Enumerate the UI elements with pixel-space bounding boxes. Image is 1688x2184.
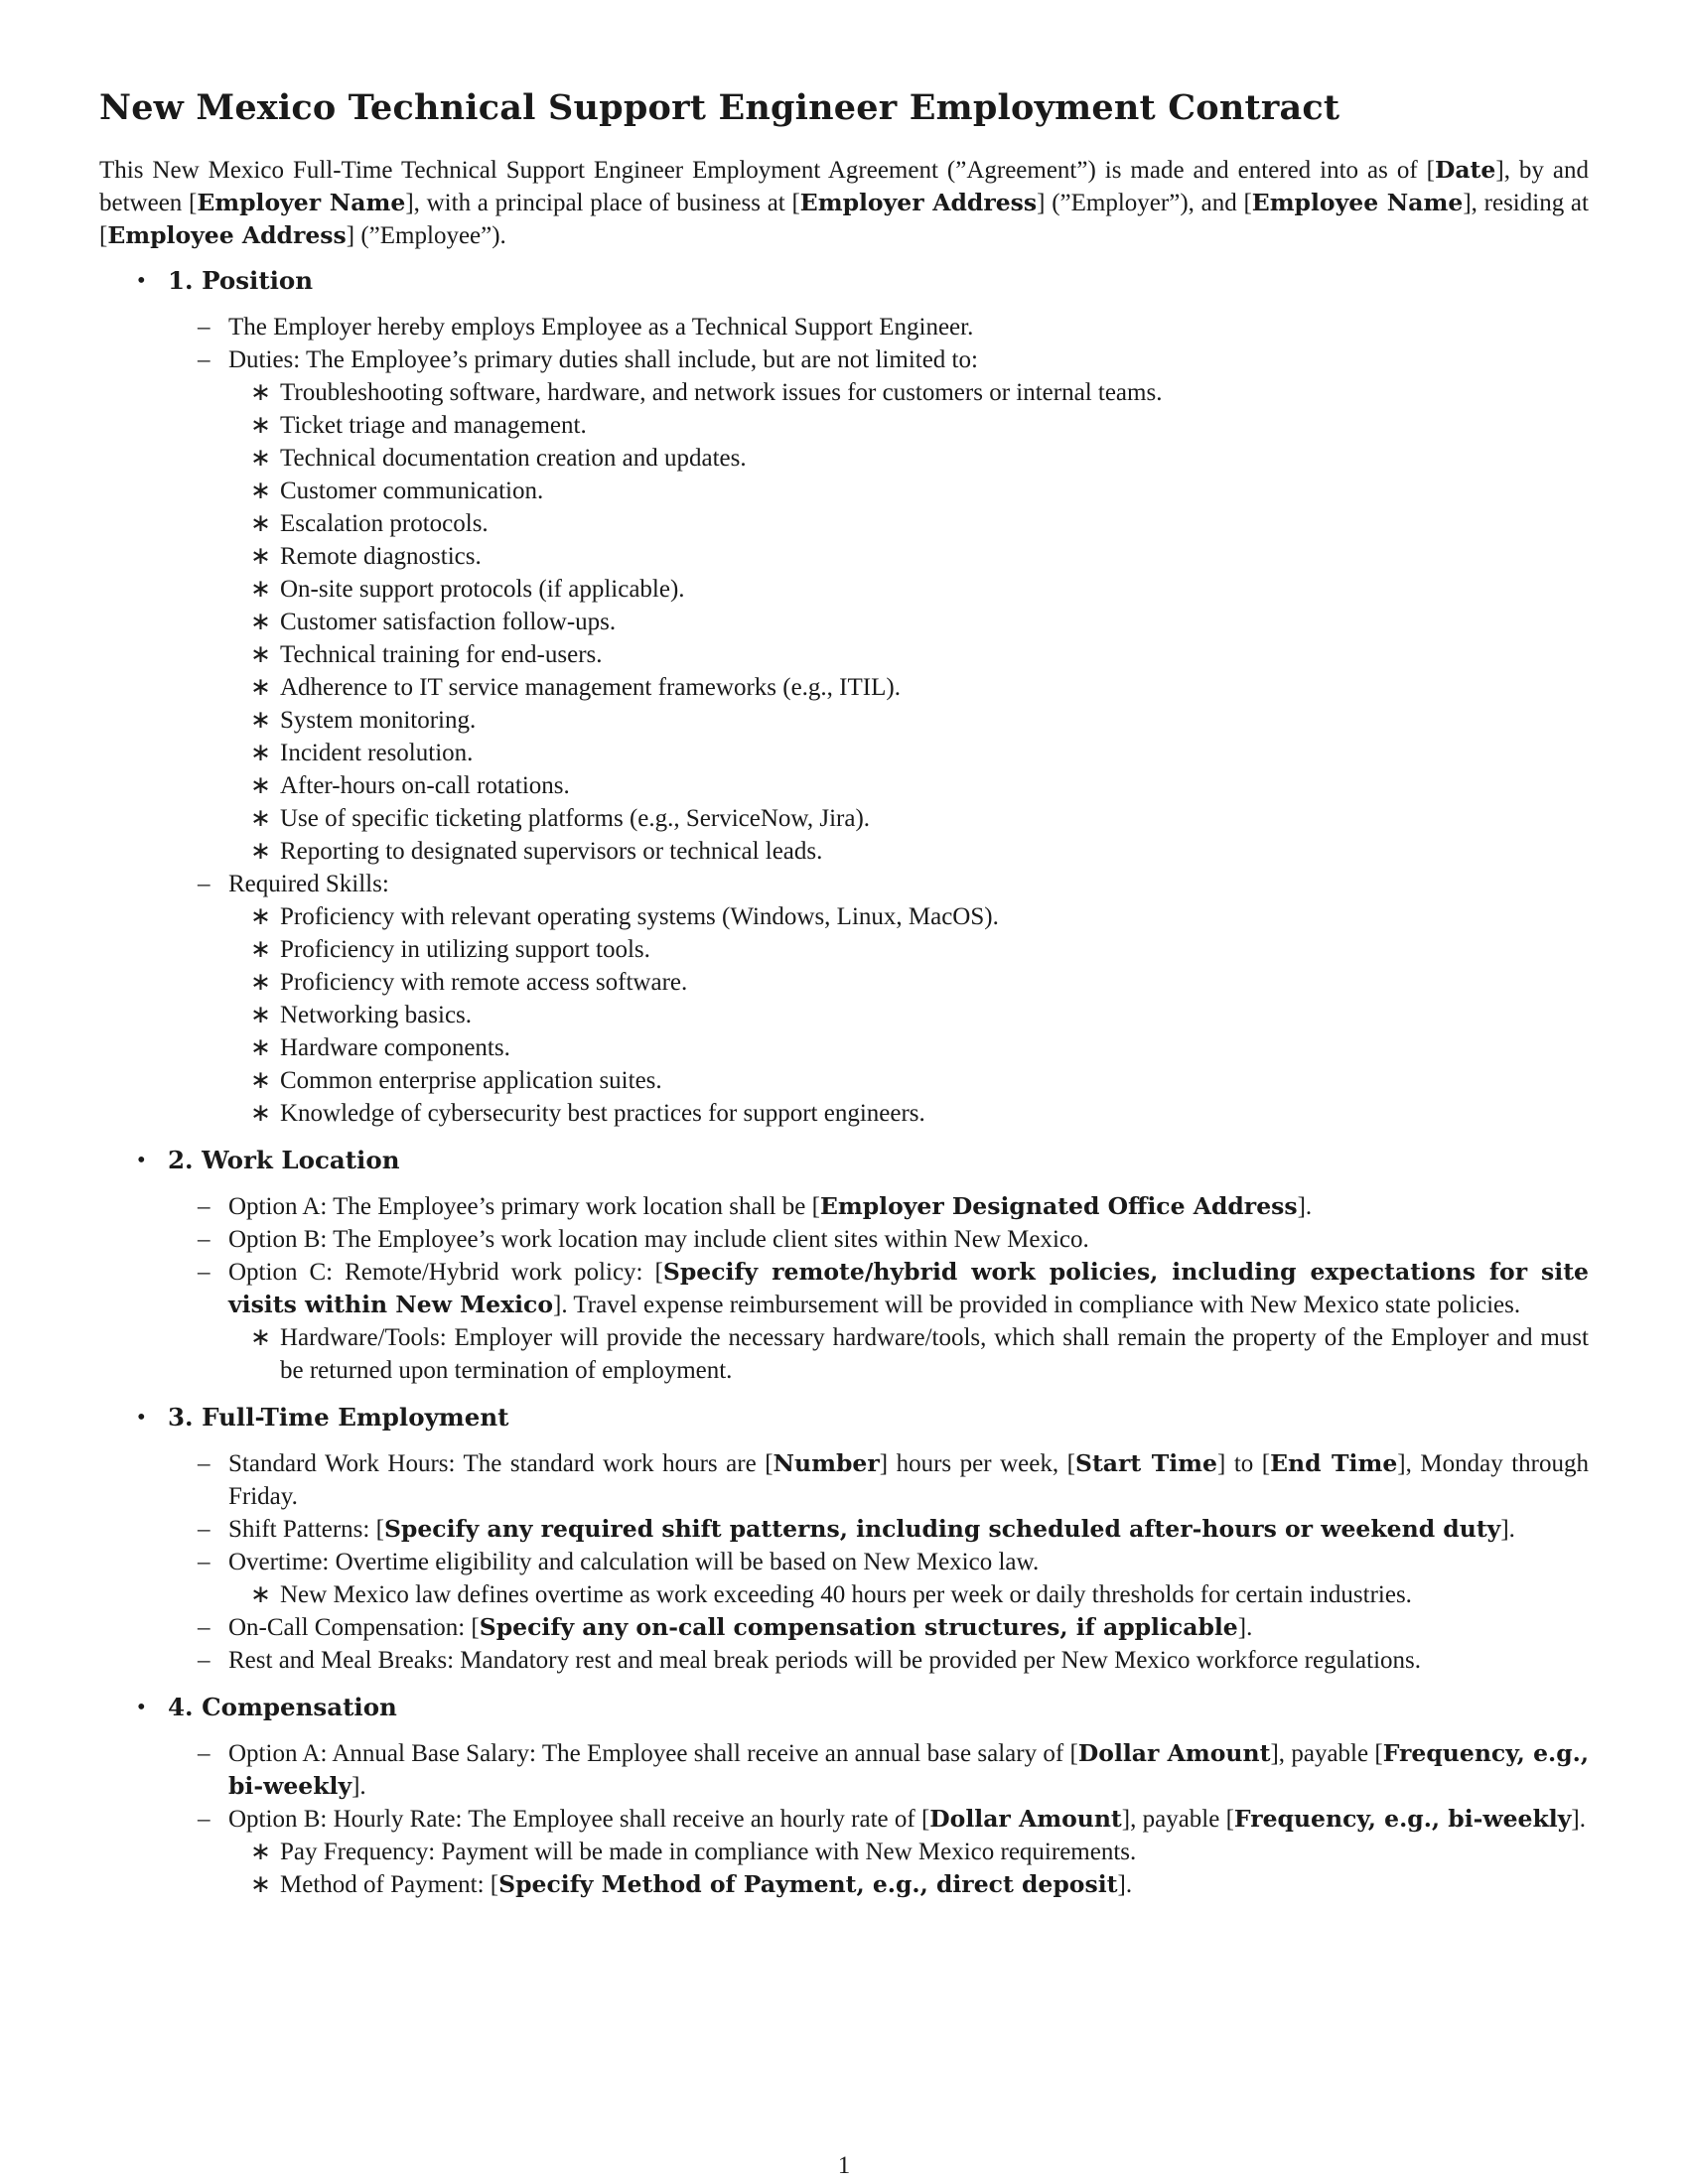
text-run: ]. bbox=[1500, 1516, 1515, 1543]
text-run: On-site support protocols (if applicable). bbox=[280, 576, 685, 603]
list-item bbox=[99, 343, 1589, 376]
sub-list-item bbox=[99, 933, 1589, 966]
placeholder-field: Employee Address bbox=[107, 221, 347, 249]
sub-list-item-text bbox=[280, 1839, 1136, 1865]
text-run: Troubleshooting software, hardware, and network issues for customers or internal teams. bbox=[280, 379, 1163, 406]
intro-paragraph bbox=[99, 154, 1589, 252]
section-list bbox=[99, 264, 1589, 1901]
list-item-text bbox=[228, 1450, 1589, 1510]
sub-list-item-text bbox=[280, 576, 685, 603]
subitem-list bbox=[99, 1321, 1589, 1387]
dash-icon: – bbox=[198, 1259, 211, 1286]
list-item-text bbox=[228, 871, 389, 897]
section-heading bbox=[99, 1691, 1589, 1723]
list-item bbox=[99, 1803, 1589, 1836]
asterisk-icon: ∗ bbox=[250, 969, 271, 996]
text-run: Method of Payment: [ bbox=[280, 1871, 499, 1898]
text-run: Customer satisfaction follow-ups. bbox=[280, 609, 617, 635]
asterisk-icon: ∗ bbox=[250, 936, 271, 963]
asterisk-icon: ∗ bbox=[250, 1034, 271, 1061]
text-run: Option B: The Employee’s work location may include client sites within New Mexico. bbox=[228, 1226, 1089, 1253]
list-item-text bbox=[228, 1614, 1252, 1641]
bullet-icon: • bbox=[137, 267, 146, 294]
list-item-text bbox=[228, 1806, 1586, 1833]
dash-icon: – bbox=[198, 346, 211, 373]
asterisk-icon: ∗ bbox=[250, 510, 271, 537]
subitem-list bbox=[99, 900, 1589, 1130]
asterisk-icon: ∗ bbox=[250, 576, 271, 603]
sub-list-item bbox=[99, 442, 1589, 475]
sub-list-item bbox=[99, 999, 1589, 1031]
sub-list-item-text bbox=[280, 707, 476, 734]
text-run: Knowledge of cybersecurity best practices for support engineers. bbox=[280, 1100, 925, 1127]
text-run: ], by and between [ bbox=[99, 157, 1589, 216]
text-run: Pay Frequency: Payment will be made in compliance with New Mexico requirements. bbox=[280, 1839, 1137, 1865]
dash-icon: – bbox=[198, 1647, 211, 1674]
section-heading-text: 4. Compensation bbox=[168, 1693, 397, 1721]
text-run: ]. Travel expense reimbursement will be provided in compliance with New Mexico state policies. bbox=[553, 1292, 1521, 1318]
text-run: ]. bbox=[1237, 1614, 1253, 1641]
placeholder-field: Specify Method of Payment, e.g., direct deposit bbox=[498, 1870, 1118, 1898]
placeholder-field: Start Time bbox=[1074, 1449, 1217, 1477]
text-run: After-hours on-call rotations. bbox=[280, 772, 570, 799]
document-title: New Mexico Technical Support Engineer Employment Contract bbox=[99, 87, 1340, 128]
sub-list-item bbox=[99, 835, 1589, 868]
section-heading-text: 2. Work Location bbox=[168, 1146, 400, 1174]
list-item-text bbox=[228, 1647, 1421, 1674]
section-heading bbox=[99, 264, 1589, 297]
sub-list-item bbox=[99, 1064, 1589, 1097]
text-run: Proficiency with remote access software. bbox=[280, 969, 688, 996]
text-run: ], payable [ bbox=[1121, 1806, 1234, 1833]
text-run: ], with a principal place of business at [ bbox=[405, 190, 800, 216]
text-run: On-Call Compensation: [ bbox=[228, 1614, 480, 1641]
sub-list-item-text bbox=[280, 838, 822, 865]
text-run: ] (”Employer”), and [ bbox=[1037, 190, 1252, 216]
list-item bbox=[99, 868, 1589, 900]
text-run: New Mexico law defines overtime as work exceeding 40 hours per week or daily thresholds for certain industries. bbox=[280, 1581, 1412, 1608]
section bbox=[99, 1691, 1589, 1901]
text-run: ]. bbox=[352, 1773, 366, 1800]
sub-list-item bbox=[99, 606, 1589, 638]
list-item-text bbox=[228, 1259, 1589, 1318]
asterisk-icon: ∗ bbox=[250, 772, 271, 799]
sub-list-item-text bbox=[280, 641, 603, 668]
list-item bbox=[99, 1644, 1589, 1677]
asterisk-icon: ∗ bbox=[250, 609, 271, 635]
list-item bbox=[99, 1223, 1589, 1256]
text-run: ]. bbox=[1297, 1193, 1313, 1220]
item-list bbox=[99, 1190, 1589, 1387]
asterisk-icon: ∗ bbox=[250, 1839, 271, 1865]
text-run: Remote diagnostics. bbox=[280, 543, 482, 570]
text-run: Incident resolution. bbox=[280, 740, 474, 766]
asterisk-icon: ∗ bbox=[250, 641, 271, 668]
text-run: Ticket triage and management. bbox=[280, 412, 587, 439]
sub-list-item bbox=[99, 1097, 1589, 1130]
placeholder-field: Dollar Amount bbox=[929, 1805, 1122, 1833]
asterisk-icon: ∗ bbox=[250, 805, 271, 832]
placeholder-field: Specify remote/hybrid work policies, including expectations for site visits within New Mexico bbox=[228, 1258, 1590, 1318]
sub-list-item-text bbox=[280, 969, 687, 996]
text-run: Option B: Hourly Rate: The Employee shall receive an hourly rate of [ bbox=[228, 1806, 930, 1833]
section bbox=[99, 1144, 1589, 1387]
text-run: Option A: Annual Base Salary: The Employee shall receive an annual base salary of [ bbox=[228, 1740, 1078, 1767]
text-run: Adherence to IT service management frameworks (e.g., ITIL). bbox=[280, 674, 901, 701]
text-run: Hardware/Tools: Employer will provide the necessary hardware/tools, which shall remain the property of the Employer and must be returned upon termination of employment. bbox=[280, 1324, 1589, 1384]
list-item bbox=[99, 311, 1589, 343]
item-list bbox=[99, 1737, 1589, 1901]
asterisk-icon: ∗ bbox=[250, 543, 271, 570]
list-item-text bbox=[228, 1193, 1312, 1220]
text-run: Reporting to designated supervisors or technical leads. bbox=[280, 838, 823, 865]
sub-list-item-text bbox=[280, 1034, 510, 1061]
placeholder-field: Employee Name bbox=[1251, 189, 1464, 216]
section-heading bbox=[99, 1144, 1589, 1176]
list-item bbox=[99, 1447, 1589, 1513]
text-run: ], payable [ bbox=[1270, 1740, 1383, 1767]
list-item-text bbox=[228, 1226, 1089, 1253]
section bbox=[99, 1401, 1589, 1677]
list-item bbox=[99, 1546, 1589, 1578]
dash-icon: – bbox=[198, 314, 211, 341]
list-item-text bbox=[228, 346, 978, 373]
sub-list-item-text bbox=[280, 412, 587, 439]
sub-list-item bbox=[99, 1031, 1589, 1064]
asterisk-icon: ∗ bbox=[250, 379, 271, 406]
asterisk-icon: ∗ bbox=[250, 838, 271, 865]
text-run: The Employer hereby employs Employee as a Technical Support Engineer. bbox=[228, 314, 974, 341]
sub-list-item bbox=[99, 1836, 1589, 1868]
dash-icon: – bbox=[198, 1516, 211, 1543]
sub-list-item bbox=[99, 1321, 1589, 1387]
text-run: Hardware components. bbox=[280, 1034, 510, 1061]
text-run: Use of specific ticketing platforms (e.g., ServiceNow, Jira). bbox=[280, 805, 871, 832]
text-run: Technical documentation creation and updates. bbox=[280, 445, 747, 472]
sub-list-item-text bbox=[280, 543, 482, 570]
sub-list-item-text bbox=[280, 936, 650, 963]
item-list bbox=[99, 1447, 1589, 1677]
section bbox=[99, 264, 1589, 1130]
text-run: ], Monday through Friday. bbox=[228, 1450, 1589, 1510]
sub-list-item-text bbox=[280, 903, 999, 930]
sub-list-item bbox=[99, 1868, 1589, 1901]
placeholder-field: Dollar Amount bbox=[1077, 1739, 1271, 1767]
text-run: ] (”Employee”). bbox=[346, 222, 506, 249]
sub-list-item-text bbox=[280, 1002, 472, 1028]
asterisk-icon: ∗ bbox=[250, 412, 271, 439]
asterisk-icon: ∗ bbox=[250, 445, 271, 472]
text-run: System monitoring. bbox=[280, 707, 477, 734]
sub-list-item-text bbox=[280, 772, 570, 799]
sub-list-item bbox=[99, 638, 1589, 671]
sub-list-item-text bbox=[280, 1324, 1589, 1384]
sub-list-item-text bbox=[280, 1581, 1412, 1608]
list-item bbox=[99, 1190, 1589, 1223]
text-run: Required Skills: bbox=[228, 871, 389, 897]
item-list bbox=[99, 311, 1589, 1130]
subitem-list bbox=[99, 1836, 1589, 1901]
sub-list-item bbox=[99, 540, 1589, 573]
sub-list-item bbox=[99, 900, 1589, 933]
sub-list-item-text bbox=[280, 674, 901, 701]
sub-list-item bbox=[99, 737, 1589, 769]
document-page bbox=[99, 87, 1589, 1915]
sub-list-item bbox=[99, 475, 1589, 507]
asterisk-icon: ∗ bbox=[250, 903, 271, 930]
section-heading bbox=[99, 1401, 1589, 1433]
asterisk-icon: ∗ bbox=[250, 674, 271, 701]
sub-list-item-text bbox=[280, 445, 747, 472]
list-item-text bbox=[228, 1740, 1589, 1800]
text-run: Networking basics. bbox=[280, 1002, 473, 1028]
text-run: Duties: The Employee’s primary duties shall include, but are not limited to: bbox=[228, 346, 978, 373]
sub-list-item-text bbox=[280, 379, 1162, 406]
text-run: Escalation protocols. bbox=[280, 510, 489, 537]
sub-list-item bbox=[99, 966, 1589, 999]
text-run: Overtime: Overtime eligibility and calculation will be based on New Mexico law. bbox=[228, 1549, 1040, 1575]
list-item bbox=[99, 1256, 1589, 1321]
text-run: ] to [ bbox=[1216, 1450, 1271, 1477]
dash-icon: – bbox=[198, 871, 211, 897]
asterisk-icon: ∗ bbox=[250, 1100, 271, 1127]
text-run: Common enterprise application suites. bbox=[280, 1067, 662, 1094]
placeholder-field: Specify any required shift patterns, including scheduled after-hours or weekend duty bbox=[383, 1515, 1501, 1543]
text-run: Shift Patterns: [ bbox=[228, 1516, 384, 1543]
text-run: ], residing at [ bbox=[99, 190, 1589, 249]
placeholder-field: Employer Designated Office Address bbox=[819, 1192, 1298, 1220]
asterisk-icon: ∗ bbox=[250, 1324, 271, 1351]
sub-list-item bbox=[99, 507, 1589, 540]
placeholder-field: End Time bbox=[1270, 1449, 1398, 1477]
list-item-text bbox=[228, 314, 973, 341]
sub-list-item-text bbox=[280, 609, 616, 635]
subitem-list bbox=[99, 1578, 1589, 1611]
section-heading-text: 1. Position bbox=[168, 266, 314, 295]
dash-icon: – bbox=[198, 1549, 211, 1575]
dash-icon: – bbox=[198, 1226, 211, 1253]
asterisk-icon: ∗ bbox=[250, 1067, 271, 1094]
dash-icon: – bbox=[198, 1806, 211, 1833]
text-run: ]. bbox=[1117, 1871, 1133, 1898]
text-run: Proficiency with relevant operating systems (Windows, Linux, MacOS). bbox=[280, 903, 999, 930]
list-item bbox=[99, 1611, 1589, 1644]
placeholder-field: Date bbox=[1434, 156, 1496, 184]
sub-list-item-text bbox=[280, 1067, 662, 1094]
asterisk-icon: ∗ bbox=[250, 740, 271, 766]
dash-icon: – bbox=[198, 1193, 211, 1220]
text-run: This New Mexico Full-Time Technical Support Engineer Employment Agreement (”Agreement”) is made and entered into as of [ bbox=[99, 157, 1435, 184]
list-item-text bbox=[228, 1516, 1515, 1543]
placeholder-field: Specify any on-call compensation structures, if applicable bbox=[479, 1613, 1238, 1641]
subitem-list bbox=[99, 376, 1589, 868]
placeholder-field: Frequency, e.g., bi-weekly bbox=[1233, 1805, 1572, 1833]
asterisk-icon: ∗ bbox=[250, 478, 271, 504]
list-item-text bbox=[228, 1549, 1039, 1575]
placeholder-field: Employer Name bbox=[197, 189, 406, 216]
text-run: Standard Work Hours: The standard work hours are [ bbox=[228, 1450, 774, 1477]
text-run: Technical training for end-users. bbox=[280, 641, 603, 668]
list-item bbox=[99, 1737, 1589, 1803]
placeholder-field: Employer Address bbox=[799, 189, 1038, 216]
text-run: Rest and Meal Breaks: Mandatory rest and meal break periods will be provided per New Mexico workforce regulations. bbox=[228, 1647, 1422, 1674]
text-run: ]. bbox=[1571, 1806, 1586, 1833]
text-run: Option A: The Employee’s primary work location shall be [ bbox=[228, 1193, 820, 1220]
sub-list-item bbox=[99, 704, 1589, 737]
dash-icon: – bbox=[198, 1450, 211, 1477]
sub-list-item-text bbox=[280, 1100, 925, 1127]
asterisk-icon: ∗ bbox=[250, 1871, 271, 1898]
sub-list-item bbox=[99, 376, 1589, 409]
sub-list-item bbox=[99, 671, 1589, 704]
asterisk-icon: ∗ bbox=[250, 1581, 271, 1608]
placeholder-field: Frequency, e.g., bi-weekly bbox=[228, 1739, 1590, 1800]
text-run: Option C: Remote/Hybrid work policy: [ bbox=[228, 1259, 663, 1286]
sub-list-item bbox=[99, 769, 1589, 802]
sub-list-item bbox=[99, 802, 1589, 835]
list-item bbox=[99, 1513, 1589, 1546]
sub-list-item bbox=[99, 573, 1589, 606]
page-number: 1 bbox=[837, 2152, 851, 2179]
placeholder-field: Number bbox=[773, 1449, 880, 1477]
sub-list-item-text bbox=[280, 805, 870, 832]
asterisk-icon: ∗ bbox=[250, 1002, 271, 1028]
dash-icon: – bbox=[198, 1614, 211, 1641]
sub-list-item-text bbox=[280, 1871, 1132, 1898]
bullet-icon: • bbox=[137, 1147, 146, 1173]
sub-list-item bbox=[99, 409, 1589, 442]
sub-list-item-text bbox=[280, 740, 473, 766]
text-run: Customer communication. bbox=[280, 478, 544, 504]
text-run: ] hours per week, [ bbox=[879, 1450, 1075, 1477]
bullet-icon: • bbox=[137, 1404, 146, 1431]
sub-list-item-text bbox=[280, 510, 489, 537]
text-run: Proficiency in utilizing support tools. bbox=[280, 936, 650, 963]
bullet-icon: • bbox=[137, 1694, 146, 1720]
section-heading-text: 3. Full-Time Employment bbox=[168, 1403, 509, 1432]
sub-list-item-text bbox=[280, 478, 543, 504]
sub-list-item bbox=[99, 1578, 1589, 1611]
asterisk-icon: ∗ bbox=[250, 707, 271, 734]
dash-icon: – bbox=[198, 1740, 211, 1767]
